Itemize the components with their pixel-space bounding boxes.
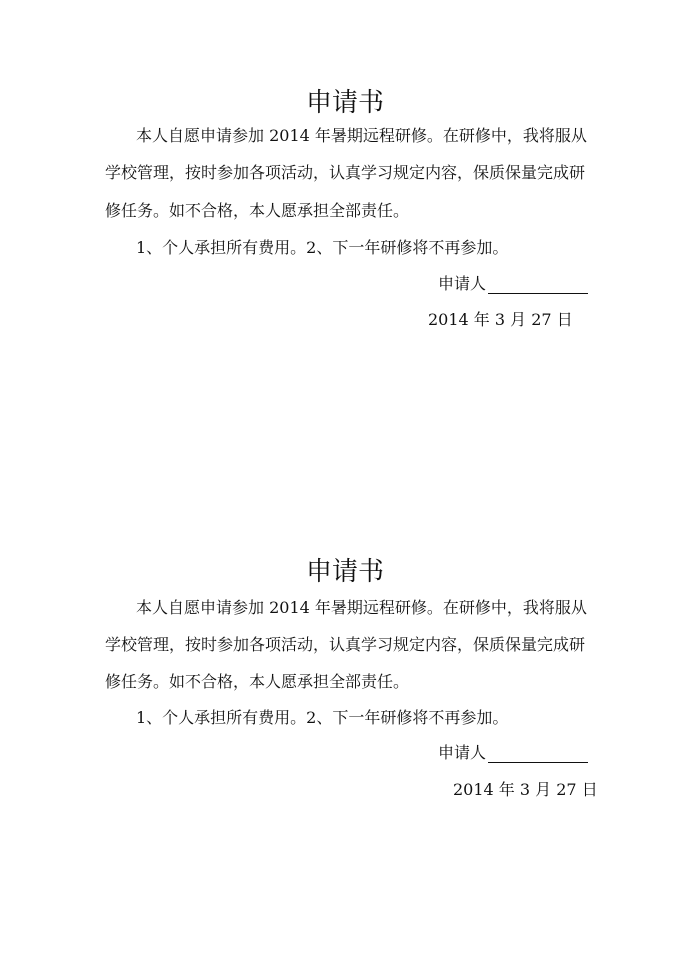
signature-label: 申请人 <box>438 274 487 293</box>
body-line-1: 本人自愿申请参加 2014 年暑期远程研修。在研修中，我将服从 <box>136 126 587 145</box>
body-line-1: 本人自愿申请参加 2014 年暑期远程研修。在研修中，我将服从 <box>136 598 587 617</box>
date: 2014 年 3 月 27 日 <box>453 780 598 799</box>
document-title: 申请书 <box>305 88 384 118</box>
signature-line <box>488 746 588 763</box>
body-line-3: 修任务。如不合格，本人愿承担全部责任。 <box>105 201 410 220</box>
body-line-3: 修任务。如不合格，本人愿承担全部责任。 <box>105 672 410 691</box>
body-line-2: 学校管理，按时参加各项活动，认真学习规定内容，保质保量完成研 <box>105 163 586 182</box>
signature-line <box>488 277 588 294</box>
date: 2014 年 3 月 27 日 <box>428 310 573 329</box>
signature-label: 申请人 <box>438 743 487 762</box>
body-line-4: 1、个人承担所有费用。2、下一年研修将不再参加。 <box>136 238 509 257</box>
body-line-2: 学校管理，按时参加各项活动，认真学习规定内容，保质保量完成研 <box>105 635 586 654</box>
document-title: 申请书 <box>305 557 384 587</box>
signature-row <box>438 274 588 294</box>
body-line-4: 1、个人承担所有费用。2、下一年研修将不再参加。 <box>136 708 509 727</box>
signature-row <box>438 743 588 763</box>
